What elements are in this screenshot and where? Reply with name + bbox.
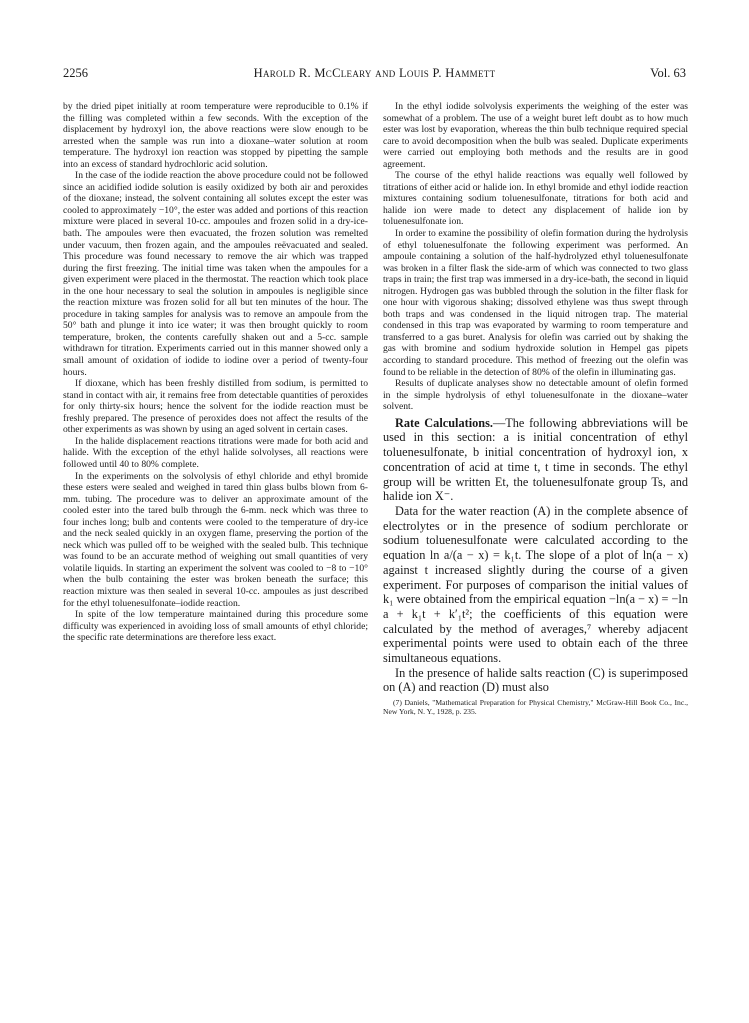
paragraph: In the case of the iodide reaction the above procedure could not be followed since an acidified iodide solution is easily oxidized by both air and peroxides of the dioxane; instead, the solvent containing all solutes except the ester was cooled to approximately −10°, the ester was added and portions of this reaction mixture were placed in several 10-cc. ampoules and frozen solid in a dry-ice-bath. The ampoules were then evacuated, the frozen solution was remelted under vacuum, then frozen again, and the ampoules reëvacuated and sealed. This procedure was found necessary to remove the air which was trapped during the first freezing. The initial time was taken when the ampoules for a given experiment were placed in the thermostat. The reaction which took place in the one hour necessary to seal the solution in ampoules is negligible since the reaction mixture was frozen solid for all but ten minutes of the hour. The procedure in taking samples for analysis was to remove an ampoule from the 50° bath and plunge it into ice water; it was then brought quickly to room temperature, broken, the contents carefully shaken out and a 5-cc. sample withdrawn for titration. Experiments carried out in this manner showed only a small amount of oxidation of iodide to iodine over a period of twenty-four hours. [63, 170, 368, 378]
running-header [63, 66, 686, 82]
volume-number: Vol. 63 [650, 66, 686, 80]
paragraph: In spite of the low temperature maintained during this procedure some difficulty was experienced in avoiding loss of small amounts of ethyl chloride; the specific rate determinations are therefore less exact. [63, 609, 368, 644]
section-heading: Rate Calculations. [395, 415, 493, 430]
left-column [63, 101, 368, 644]
paragraph: Data for the water reaction (A) in the complete absence of electrolytes or in the presence of sodium perchlorate or sodium toluenesulfonate were calculated according to the equation ln a/(a − x) = k₁t. The slope of a plot of ln(a − x) against t increased slightly during the course of a given experiment. For purposes of comparison the initial values of k₁ were obtained from the empirical equation −ln(a − x) = −ln a + k₁t + k′₁t²; the coefficients of this equation were calculated by the method of averages,⁷ whereby adjacent experimental points were used to obtain each of the three simultaneous equations. [383, 503, 688, 666]
paragraph: The course of the ethyl halide reactions was equally well followed by titrations of either acid or halide ion. In ethyl bromide and ethyl iodide reaction mixtures containing sodium toluenesulfonate, titrations for both acid and halide ion were made to detect any displacement of halide ion by toluenesulfonate ion. [383, 170, 688, 228]
right-column [383, 101, 688, 717]
paragraph: In order to examine the possibility of olefin formation during the hydrolysis of ethyl toluenesulfonate the following experiment was performed. An ampoule containing a solution of the half-hydrolyzed ethyl toluenesulfonate was broken in a filter flask the side-arm of which was connected to two glass traps in train; the first trap was immersed in a dry-ice-bath, the second in liquid nitrogen. Hydrogen gas was bubbled through the solution in the filter flask for one hour with vigorous shaking; dissolved ethylene was thus swept through both traps and was condensed in the liquid nitrogen trap. The material condensed in this trap was evaporated by warming to room temperature and transferred to a gas buret. Analysis for olefin was carried out by shaking the gas with bromine and sodium hydroxide solution in Hempel gas pipets according to standard procedure. This method of freezing out the olefin was found to be reliable in the detection of 80% of the olefin in illuminating gas. [383, 228, 688, 378]
footnote: (7) Daniels, "Mathematical Preparation for Physical Chemistry," McGraw-Hill Book Co., Inc., New York, N. Y., 1928, p. 235. [383, 698, 688, 717]
running-header-authors: Harold R. McCleary and Louis P. Hammett [253, 66, 496, 80]
paragraph: In the halide displacement reactions titrations were made for both acid and halide. With the exception of the ethyl halide solvolyses, all reactions were followed until 40 to 80% complete. [63, 435, 368, 470]
paragraph-text: —The following abbreviations will be used in this section: a is initial concentration of ethyl toluenesulfonate, b initial concentration of hydroxyl ion, x concentration of acid at time t, t time in seconds. The ethyl group will be written Et, the toluenesulfonate group Ts, and halide ion X⁻. [383, 415, 688, 504]
paragraph: In the presence of halide salts reaction (C) is superimposed on (A) and reaction (D) must also [383, 665, 688, 695]
paragraph: Results of duplicate analyses show no detectable amount of olefin formed in the simple hydrolysis of ethyl toluenesulfonate in the dioxane–water solvent. [383, 378, 688, 413]
paragraph: by the dried pipet initially at room temperature were reproducible to 0.1% if the filling was completed within a few seconds. With the exception of the displacement by hydroxyl ion, the above reactions were slow enough to be arrested when the sample was run into a dioxane–water solution at room temperature. The hydroxyl ion reaction was stopped by pipetting the sample into an excess of standard hydrochloric acid solution. [63, 101, 368, 170]
paragraph: In the experiments on the solvolysis of ethyl chloride and ethyl bromide these esters were sealed and weighed in tared thin glass bulbs blown from 6-mm. tubing. The procedure was to deliver an approximate amount of the cooled ester into the tared bulb through the 6-mm. neck which was three to four inches long; bulb and contents were cooled to the temperature of dry-ice and the neck sealed quickly in an oxygen flame, preserving the portion of the neck which was pulled off to be weighed with the sealed bulb. This technique was found to be an accurate method of weighing out small quantities of very volatile liquids. In starting an experiment the solvent was cooled to −8 to −10° when the bulb containing the ester was broken beneath the surface; this reaction mixture was then sealed in several 10-cc. ampoules as just described for the ethyl toluenesulfonate–iodide reaction. [63, 470, 368, 609]
page-number: 2256 [63, 66, 88, 80]
paragraph: In the ethyl iodide solvolysis experiments the weighing of the ester was somewhat of a problem. The use of a weight buret left doubt as to how much ester was lost by evaporation, whereas the thin bulb technique required special care to avoid decomposition when the bulb was sealed. Duplicate experiments were carried out employing both methods and the results are in good agreement. [383, 101, 688, 170]
paragraph: If dioxane, which has been freshly distilled from sodium, is permitted to stand in contact with air, it remains free from detectable quantities of peroxides for only thirty-six hours; hence the solvent for the iodide reaction must be freshly prepared. The presence of peroxides does not affect the results of the other experiments as was shown by using an aged solvent in certain cases. [63, 378, 368, 436]
rate-calculations-paragraph [383, 416, 688, 504]
